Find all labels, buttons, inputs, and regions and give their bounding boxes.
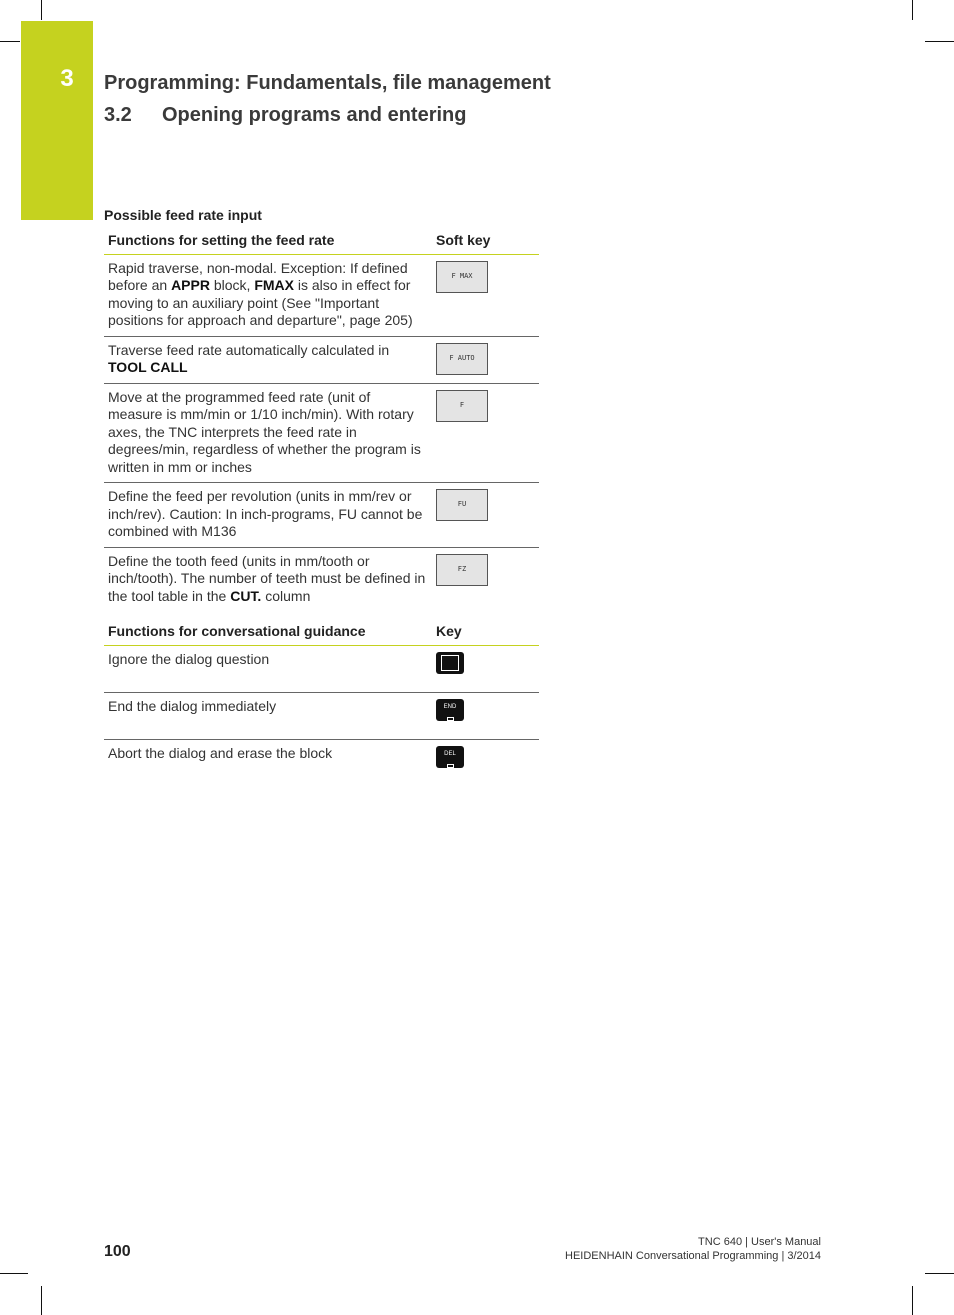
- table-row: [104, 692, 539, 739]
- key-cell: [432, 692, 539, 739]
- key-label: DEL: [444, 750, 456, 757]
- crop-mark: [0, 1273, 28, 1274]
- key-cell: [432, 739, 539, 776]
- table-row: [104, 645, 539, 692]
- fu-softkey: FU: [436, 489, 488, 521]
- footer-line: HEIDENHAIN Conversational Programming | 3/2014: [565, 1250, 821, 1262]
- column-header: Soft key: [432, 228, 539, 254]
- description-cell: [104, 336, 432, 383]
- chapter-title: Programming: Fundamentals, file management: [104, 72, 551, 94]
- column-header: Functions for conversational guidance: [104, 619, 432, 645]
- description-cell: [104, 547, 432, 611]
- table-row: [104, 547, 539, 611]
- softkey-cell: [432, 336, 539, 383]
- table-header-row: [104, 228, 539, 254]
- feed-rate-table: [104, 228, 539, 611]
- description-text: column: [261, 587, 311, 604]
- fmax-softkey: F MAX: [436, 261, 488, 293]
- crop-mark: [925, 1273, 954, 1274]
- description-cell: [104, 254, 432, 336]
- table-row: [104, 383, 539, 483]
- no-ent-key-icon: [436, 652, 464, 674]
- section-number: 3.2: [104, 104, 132, 126]
- footer-line: TNC 640 | User's Manual: [698, 1236, 821, 1248]
- table-header-row: [104, 619, 539, 645]
- description-text: Rapid traverse, non-modal. Exception: If defined before an: [108, 259, 408, 293]
- table-row: [104, 739, 539, 776]
- subheading: Possible feed rate input: [104, 207, 262, 223]
- column-header: Key: [432, 619, 539, 645]
- code-text: TOOL CALL: [108, 359, 188, 375]
- chapter-tab: [21, 21, 93, 220]
- table-row: [104, 254, 539, 336]
- description-text: is also in effect for moving to an auxiliary point (See "Important positions for approach and departure", page 205): [108, 277, 413, 328]
- table-row: [104, 336, 539, 383]
- table-row: [104, 483, 539, 548]
- key-cell: [432, 645, 539, 692]
- code-text: APPR: [171, 277, 210, 293]
- crop-mark: [41, 1286, 42, 1315]
- softkey-cell: [432, 483, 539, 548]
- end-key-icon: [436, 699, 464, 721]
- code-text: FMAX: [254, 277, 294, 293]
- softkey-cell: [432, 254, 539, 336]
- crop-mark: [912, 0, 913, 20]
- page-number: 100: [104, 1243, 131, 1260]
- description-text: Define the tooth feed (units in mm/tooth or inch/tooth). The number of teeth must be defined in the tool table in the: [108, 552, 426, 604]
- f-softkey: F: [436, 390, 488, 422]
- description-cell: Abort the dialog and erase the block: [108, 744, 333, 761]
- guidance-table: [104, 619, 539, 776]
- crop-mark: [912, 1286, 913, 1315]
- crop-mark: [925, 41, 954, 42]
- chapter-number: 3: [60, 65, 74, 92]
- fauto-softkey: F AUTO: [436, 343, 488, 375]
- description-cell: Move at the programmed feed rate (unit of measure is mm/min or 1/10 inch/min). With rotary axes, the TNC interprets the feed rate in degrees/min, regardless of whether the program is written in mm or inches: [104, 383, 432, 483]
- footer: [565, 1235, 821, 1263]
- section-title-text: Opening programs and entering: [162, 104, 467, 126]
- fz-softkey: FZ: [436, 554, 488, 586]
- crop-mark: [0, 41, 20, 42]
- description-text: block,: [209, 277, 255, 293]
- del-key-icon: [436, 746, 464, 768]
- crop-mark: [41, 0, 42, 20]
- code-text: CUT.: [230, 587, 262, 604]
- section-title: [104, 104, 466, 127]
- description-cell: End the dialog immediately: [104, 692, 432, 739]
- softkey-cell: [432, 383, 539, 483]
- softkey-cell: [432, 547, 539, 611]
- description-cell: Ignore the dialog question: [104, 645, 432, 692]
- key-label: END: [443, 703, 457, 710]
- column-header: Functions for setting the feed rate: [104, 228, 432, 254]
- description-text: Traverse feed rate automatically calculated in: [108, 341, 390, 358]
- description-cell: Define the feed per revolution (units in mm/rev or inch/rev). Caution: In inch-programs, FU cannot be combined with M136: [104, 483, 432, 548]
